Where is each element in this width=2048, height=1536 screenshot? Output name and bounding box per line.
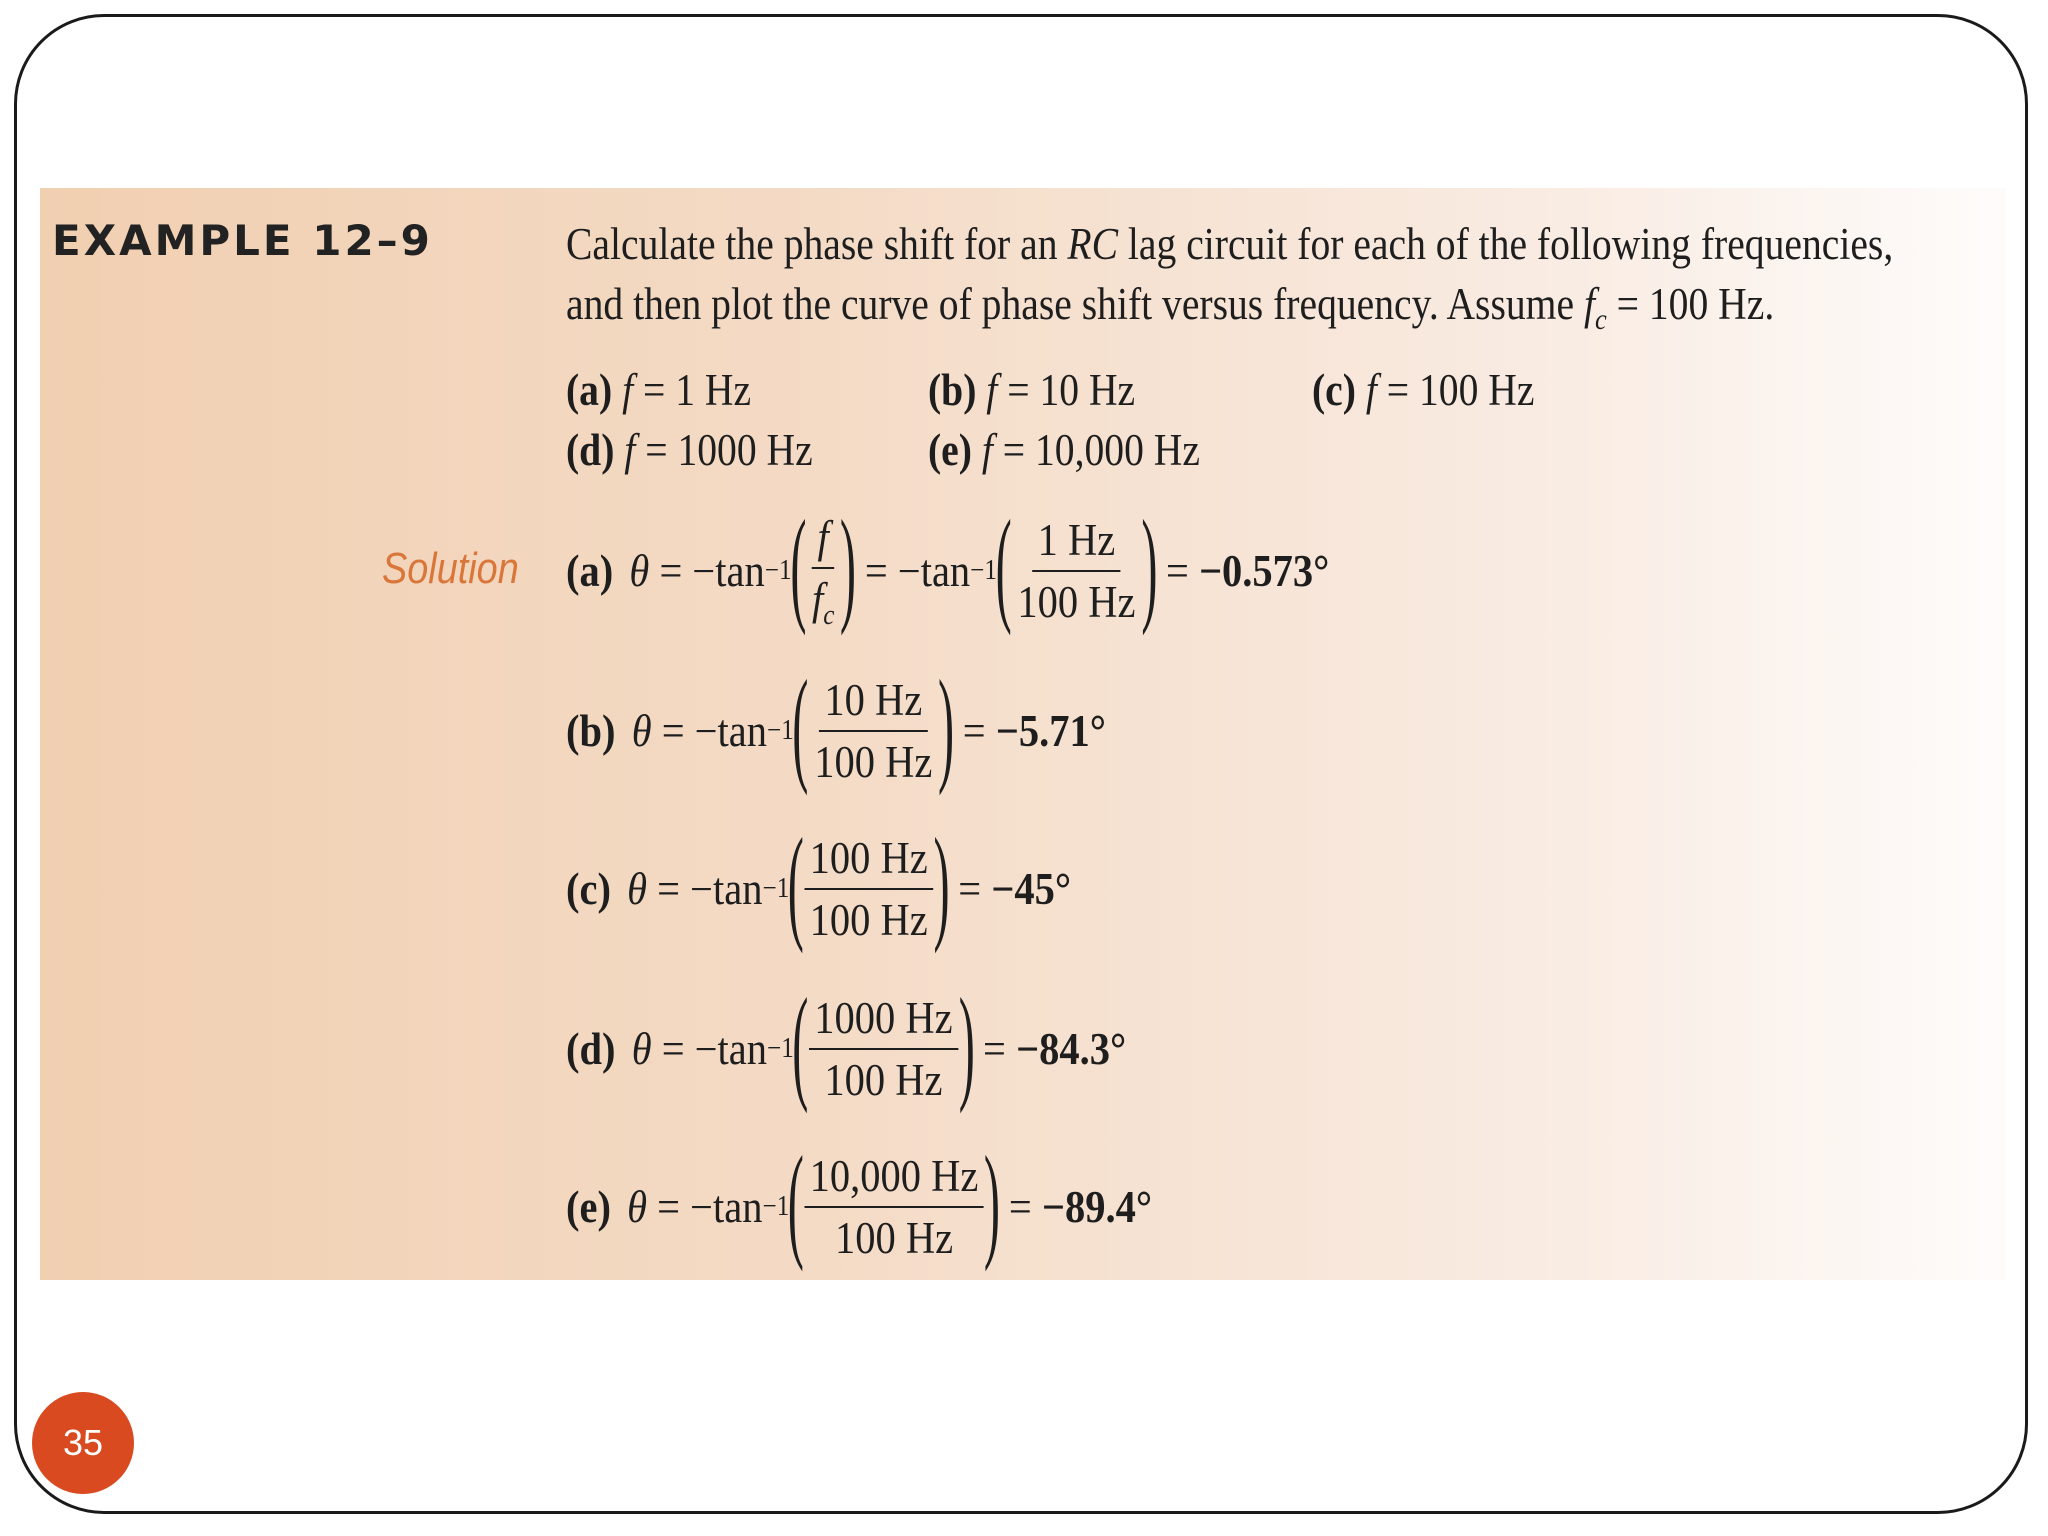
solution-a: (a) θ = −tan −1 ( $\frac{f}{f_c}$ ) = −tan −1 ( $\frac{1 Hz}{100 Hz}$ ) = −0.573° bbox=[566, 494, 1330, 636]
result-a: −0.573° bbox=[1198, 546, 1330, 596]
part-e: (e) f = 10,000 Hz bbox=[928, 425, 1200, 475]
fraction: $\frac{10,000 Hz}{100 Hz}$ bbox=[804, 1150, 984, 1264]
result-d: −84.3° bbox=[1016, 1024, 1127, 1074]
fraction: $\frac{1 Hz}{100 Hz}$ bbox=[1017, 515, 1136, 627]
part-d: (d) f = 1000 Hz bbox=[566, 425, 813, 475]
intro-text: = 100 Hz. bbox=[1606, 279, 1775, 329]
solution-c: (c) θ = −tan −1 ( $\frac{100 Hz}{100 Hz}$ ) = −45° bbox=[566, 812, 1072, 954]
part-c: (c) f = 100 Hz bbox=[1312, 365, 1535, 415]
intro-text: and then plot the curve of phase shift versus frequency. Assume bbox=[566, 279, 1584, 329]
result-b: −5.71° bbox=[995, 706, 1106, 756]
slide-number-badge: 35 bbox=[32, 1392, 134, 1494]
part-b: (b) f = 10 Hz bbox=[928, 365, 1136, 415]
solution-label: Solution bbox=[382, 544, 519, 593]
result-c: −45° bbox=[991, 864, 1072, 914]
example-label: EXAMPLE 12–9 bbox=[52, 216, 433, 265]
fraction: $\frac{10 Hz}{100 Hz}$ bbox=[814, 675, 933, 787]
part-a: (a) f = 1 Hz bbox=[566, 365, 752, 415]
fc-symbol: f bbox=[1583, 279, 1595, 329]
fraction: $\frac{1000 Hz}{100 Hz}$ bbox=[809, 992, 958, 1106]
solution-b: (b) θ = −tan −1 ( $\frac{10 Hz}{100 Hz}$ ) = −5.71° bbox=[566, 654, 1106, 796]
fc-subscript: c bbox=[1594, 303, 1607, 336]
example-intro-line-1 bbox=[566, 214, 1893, 274]
example-intro-line-2 bbox=[566, 274, 1774, 350]
solution-e: (e) θ = −tan −1 ( $\frac{10,000 Hz}{100 Hz}$ ) = −89.4° bbox=[566, 1130, 1153, 1272]
result-e: −89.4° bbox=[1041, 1182, 1153, 1232]
fraction: $\frac{100 Hz}{100 Hz}$ bbox=[804, 832, 933, 946]
intro-text: lag circuit for each of the following frequencies, bbox=[1118, 219, 1894, 269]
solution-d: (d) θ = −tan −1 ( $\frac{1000 Hz}{100 Hz}$ ) = −84.3° bbox=[566, 972, 1127, 1114]
fraction-symbolic: $\frac{f}{f_c}$ bbox=[811, 511, 835, 631]
intro-text: Calculate the phase shift for an bbox=[566, 219, 1068, 269]
intro-rc: RC bbox=[1067, 219, 1119, 269]
